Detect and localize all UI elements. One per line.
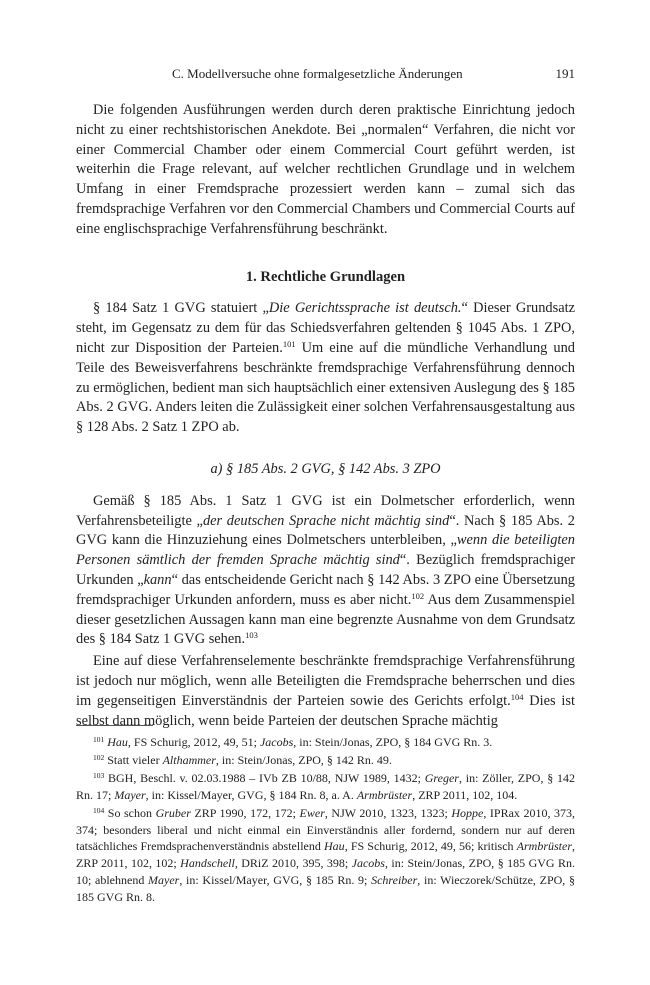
italic-run: Hau: [107, 735, 128, 749]
text-run: , in: Zöller, ZPO, § 142 Rn. 17;: [76, 770, 575, 802]
italic-run: Jacobs: [351, 856, 385, 871]
italic-run: Gruber: [155, 805, 191, 820]
text-run: Eine auf diese Verfahrenselemente beschränkte fremdsprachige Verfahrensführung ist jedoch nur möglich, wenn alle Beteiligten die Fremdsprache beherrschen und dies im gegenseitigen Einverständnis der Parteien sowie des Gerichts erfolgt.: [76, 653, 575, 709]
text-run: “. Bezüglich fremdsprachiger Urkunden „: [76, 552, 575, 588]
text-run: Gemäß § 185 Abs. 1 Satz 1 GVG ist ein Dolmetscher erforderlich, wenn Verfahrensbeteiligte „: [76, 492, 575, 529]
italic-run: der deutschen Sprache nicht mächtig sind: [202, 512, 450, 529]
italic-run: Mayer: [114, 787, 146, 802]
text-run: , in: Stein/Jonas, ZPO, § 184 GVG Rn. 3.: [293, 735, 493, 749]
paragraph-einverstaendnis: [76, 652, 575, 731]
text-run: So schon: [104, 805, 156, 820]
italic-run: Die Gerichtssprache ist deutsch.: [268, 300, 462, 317]
italic-run: Schreiber: [371, 873, 418, 888]
italic-run: Armbrüster: [356, 787, 413, 802]
text-run: , DRiZ 2010, 395, 398;: [234, 856, 352, 871]
italic-run: Hau: [324, 839, 345, 854]
subsection-heading: a) § 185 Abs. 2 GVG, § 142 Abs. 3 ZPO: [210, 460, 441, 477]
italic-run: Ewer: [299, 805, 325, 820]
text-run: , in: Wieczorek/Schütze, ZPO, § 185 GVG Rn. 8.: [76, 873, 575, 905]
footnote-marker: 101: [93, 735, 105, 744]
text-run: “ das entscheidende Gericht nach § 142 Abs. 3 ZPO eine Übersetzung fremdsprachiger Urkunden anfordern, muss es aber nicht.: [76, 571, 575, 608]
footnote-104: [76, 805, 575, 906]
text-run: § 184 Satz 1 GVG statuiert „: [93, 300, 269, 317]
running-head-title: C. Modellversuche ohne formalgesetzliche Änderungen: [172, 66, 463, 81]
text-run: , in: Kissel/Mayer, GVG, § 185 Rn. 9;: [179, 873, 372, 888]
italic-run: Jacobs: [259, 735, 294, 749]
text-run: , in: Stein/Jonas, ZPO, § 142 Rn. 49.: [215, 752, 392, 767]
italic-run: Mayer: [148, 873, 180, 888]
text-run: Statt vieler: [104, 752, 163, 767]
footnote-marker: 104: [510, 691, 524, 702]
italic-run: Armbrüster: [516, 839, 572, 854]
text-run: , ZRP 2011, 102, 104.: [412, 787, 518, 802]
italic-run: Althammer: [162, 752, 216, 767]
footnote-marker: 101: [282, 338, 296, 349]
footnote-101: [76, 734, 575, 751]
paragraph-dolmetscher: [76, 492, 575, 650]
text-run: Dies ist selbst dann möglich, wenn beide Parteien der deutschen Sprache mächtig: [76, 692, 575, 729]
italic-run: wenn die beteiligten Personen sämtlich der fremden Sprache mächtig sind: [76, 532, 575, 569]
italic-run: Hoppe: [451, 805, 484, 820]
text-run: , FS Schurig, 2012, 49, 56; kritisch: [344, 839, 517, 854]
footnote-marker: 104: [93, 805, 105, 815]
text-run: BGH, Beschl. v. 02.03.1988 – IVb ZB 10/88, NJW 1989, 1432;: [104, 770, 425, 785]
page-number: 191: [555, 66, 575, 81]
text-run: , FS Schurig, 2012, 49, 51;: [127, 735, 260, 749]
text-run: , NJW 2010, 1323, 1323;: [324, 805, 452, 820]
text-run: Um eine auf die mündliche Verhandlung und Teile des Beweisverfahrens beschränkte fremdsprachige Verfahrensführung dennoch zu ermöglichen, bedient man sich hauptsächlich einer extensiven Auslegung des § 185 Abs. 2 GVG. Anders leiten die Zulässigkeit einer solchen Verfahrensausgestaltung aus § 128 Abs. 2 Satz 1 ZPO ab.: [76, 339, 575, 436]
text-run: , IPRax 2010, 373, 374; besonders liberal und nicht einmal ein Einverständnis aller fordernd, sondern nur auf deren tatsächliches Fremdsprachenverständnis abstellend: [76, 805, 576, 854]
main-text: [76, 101, 575, 731]
text-run: Aus dem Zusammenspiel dieser gesetzlichen Aussagen kann man eine begrenzte Ausnahme von dem Grundsatz des § 184 Satz 1 GVG sehen.: [76, 591, 575, 648]
footnote-marker: 103: [93, 770, 105, 780]
text-run: , ZRP 2011, 102, 102;: [76, 839, 575, 871]
paragraph-gerichtssprache: [76, 299, 575, 438]
italic-run: Handschell: [180, 856, 235, 871]
footnote-marker: 102: [411, 590, 425, 601]
footnotes: [76, 734, 575, 906]
text-run: ZRP 1990, 172, 172;: [190, 805, 300, 820]
text-run: Die folgenden Ausführungen werden durch deren praktische Einrichtung jedoch nicht zu einer rechtshistorischen Anekdote. Bei „normalen“ Verfahren, die nicht vor einer Commercial Chamber oder einem Commercial Court geführt werden, ist weiterhin die Frage relevant, auf welcher rechtlichen Grundlage und in welchem Umfang in einer Fremdsprache prozessiert werden kann – zumal sich das fremdsprachige Verfahren vor den Commercial Chambers und Commercial Courts auf eine englischsprachige Verfahrensführung beschränkt.: [76, 102, 575, 237]
text-run: “. Nach § 185 Abs. 2 GVG kann die Hinzuziehung eines Dolmetschers unterbleiben, „: [76, 512, 575, 549]
text-run: , in: Stein/Jonas, ZPO, § 185 GVG Rn. 10; ablehnend: [76, 856, 575, 888]
footnote-103: [76, 770, 575, 804]
footnote-102: [76, 752, 575, 769]
section-heading: 1. Rechtliche Grundlagen: [245, 268, 406, 285]
italic-run: Greger: [424, 770, 459, 785]
footnote-marker: 102: [93, 752, 105, 762]
footnote-separator: [76, 725, 153, 726]
paragraph-intro: [76, 101, 575, 240]
book-page: [76, 0, 575, 985]
text-run: “ Dieser Grundsatz steht, im Gegensatz zu dem für das Schiedsverfahren geltenden § 1045 Abs. 1 ZPO, nicht zur Disposition der Parteien.: [76, 300, 575, 356]
italic-run: kann: [143, 571, 172, 588]
footnote-marker: 103: [245, 630, 258, 641]
text-run: , in: Kissel/Mayer, GVG, § 184 Rn. 8, a. A.: [145, 787, 357, 802]
